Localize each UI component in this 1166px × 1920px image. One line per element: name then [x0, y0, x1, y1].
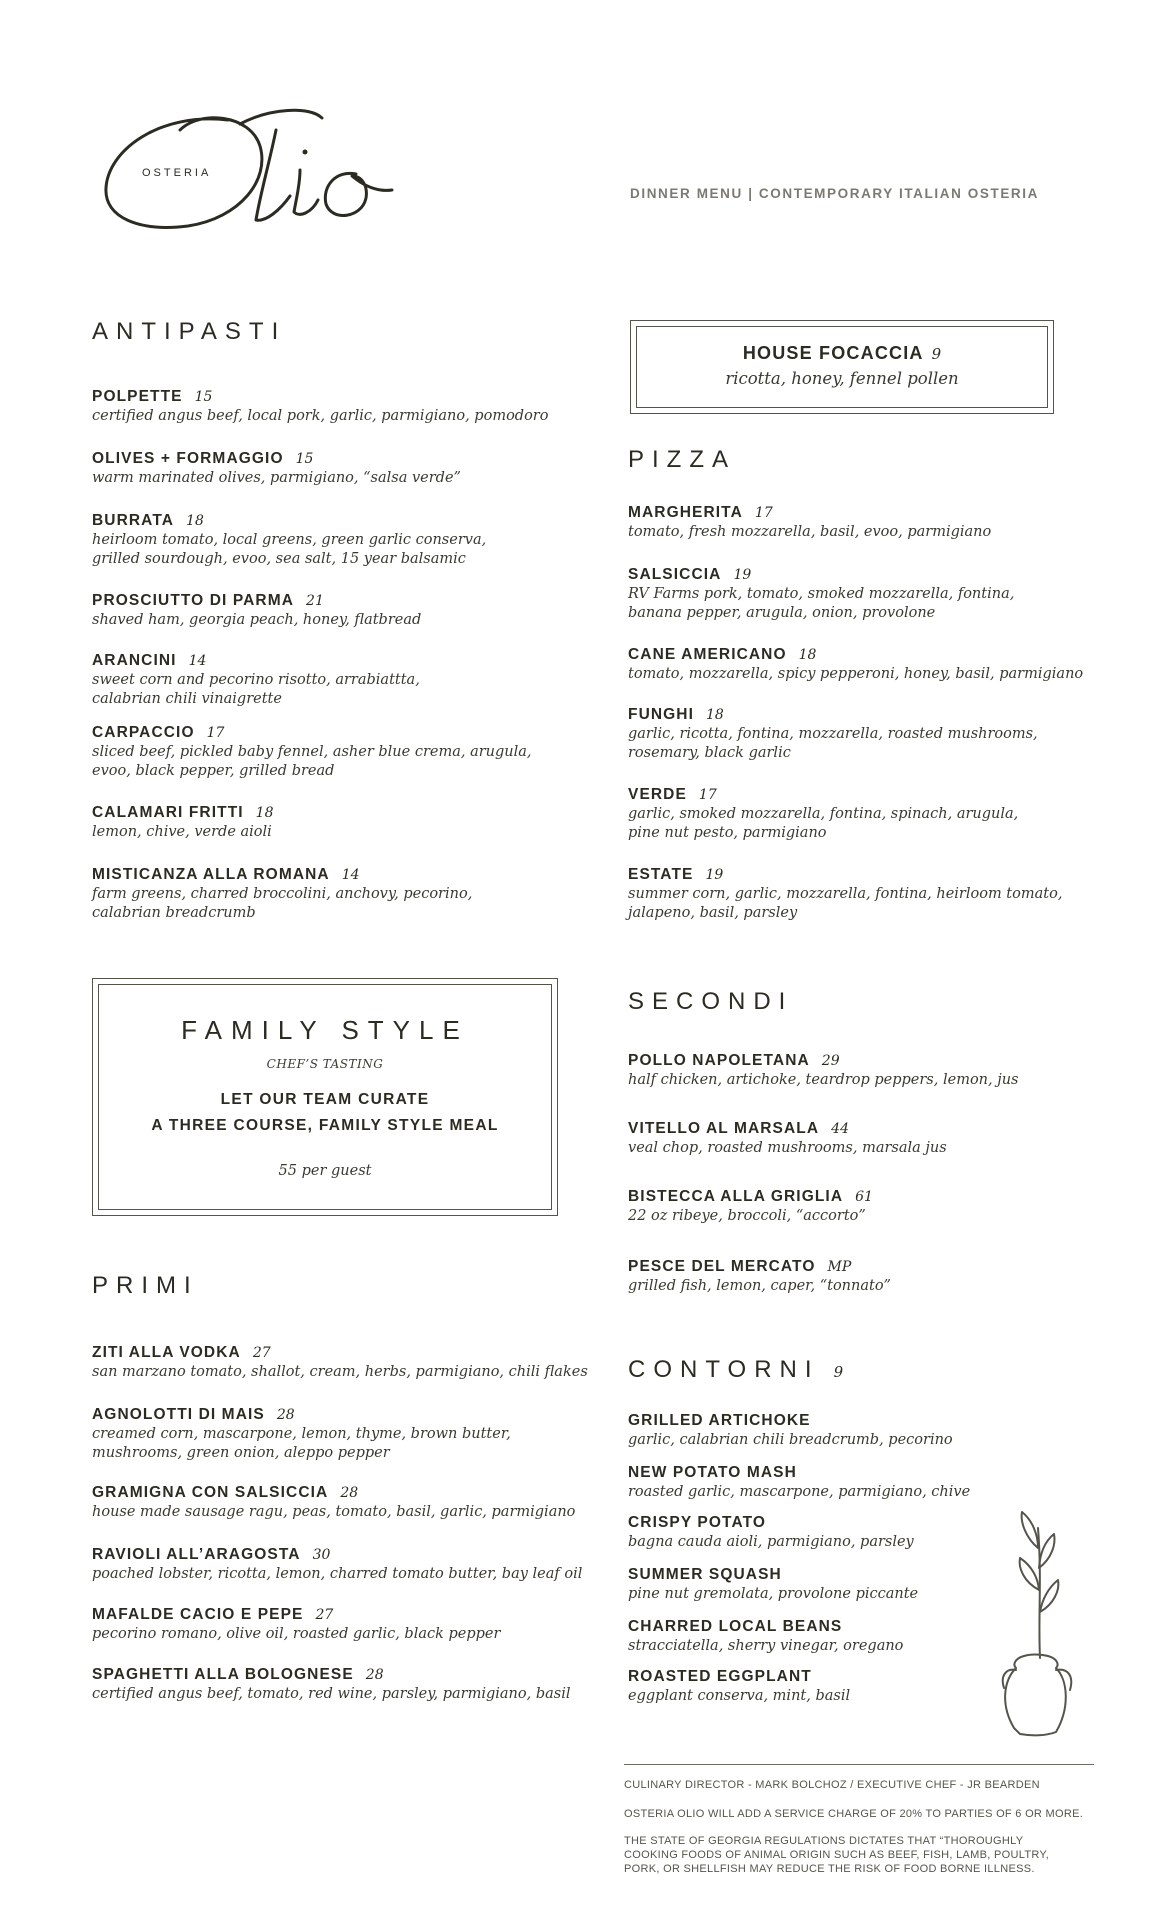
item-description: [92, 885, 472, 923]
item-name: [92, 1666, 570, 1684]
footer-credits: CULINARY DIRECTOR - MARK BOLCHOZ / EXECUTIVE CHEF - JR BEARDEN: [624, 1779, 1040, 1791]
item-price: 44: [831, 1121, 849, 1137]
pizza-item: [628, 646, 1083, 684]
item-description-line: half chicken, artichoke, teardrop peppers, lemon, jus: [628, 1072, 1019, 1088]
item-description-line: stracciatella, sherry vinegar, oregano: [628, 1638, 904, 1654]
item-name-text: CALAMARI FRITTI: [92, 804, 244, 821]
item-name-text: BISTECCA ALLA GRIGLIA: [628, 1188, 844, 1205]
primi-item: [92, 1666, 570, 1704]
item-name-text: MARGHERITA: [628, 504, 743, 521]
item-price: 30: [312, 1547, 331, 1563]
item-description: [628, 1431, 953, 1450]
contorni-item: [628, 1668, 850, 1706]
item-price: 21: [306, 593, 324, 609]
pizza-title: PIZZA: [628, 446, 737, 473]
focaccia-box: [630, 320, 1054, 414]
item-price: 17: [698, 787, 717, 803]
item-description-line: san marzano tomato, shallot, cream, herbs, parmigiano, chili flakes: [92, 1364, 588, 1380]
item-name: [628, 646, 1083, 664]
item-name-text: BURRATA: [92, 512, 175, 529]
contorni-title-text: CONTORNI: [628, 1356, 820, 1383]
item-description-line: sweet corn and pecorino risotto, arrabiattta,: [92, 672, 420, 688]
item-name-text: PROSCIUTTO DI PARMA: [92, 592, 295, 609]
item-name-text: VERDE: [628, 786, 687, 803]
item-name-text: ESTATE: [628, 866, 694, 883]
secondi-item: [628, 1258, 891, 1296]
item-name: [628, 1514, 914, 1532]
item-name: [92, 450, 461, 468]
item-description-line: summer corn, garlic, mozzarella, fontina, heirloom tomato,: [628, 886, 1063, 902]
family-style-line-1: LET OUR TEAM CURATE: [220, 1091, 430, 1108]
item-name: [92, 1344, 588, 1362]
footer-warning-line: THE STATE OF GEORGIA REGULATIONS DICTATES THAT “THOROUGHLY: [624, 1835, 1024, 1847]
item-description-line: roasted garlic, mascarpone, parmigiano, chive: [628, 1484, 971, 1500]
item-description-line: farm greens, charred broccolini, anchovy, pecorino,: [92, 886, 473, 902]
item-description-line: mushrooms, green onion, aleppo pepper: [92, 1445, 390, 1461]
contorni-item: [628, 1412, 953, 1450]
item-description: [92, 1625, 500, 1644]
item-name: [628, 1566, 918, 1584]
item-price: 14: [341, 867, 360, 883]
item-description-line: warm marinated olives, parmigiano, “salsa verde”: [92, 470, 461, 486]
item-description-line: pine nut gremolata, provolone piccante: [628, 1586, 919, 1602]
item-description: [628, 1207, 873, 1226]
item-price: 15: [295, 451, 314, 467]
item-name: [628, 1188, 873, 1206]
item-name: [92, 1606, 500, 1624]
item-description: [628, 1277, 891, 1296]
item-description: [92, 743, 532, 781]
item-description: [628, 1483, 970, 1502]
footer-divider: [624, 1764, 1094, 1765]
item-description-line: certified angus beef, local pork, garlic, parmigiano, pomodoro: [92, 408, 549, 424]
item-price: 18: [255, 805, 274, 821]
item-price: 28: [365, 1667, 384, 1683]
item-name: [92, 652, 420, 670]
item-name: [92, 866, 472, 884]
item-name: [628, 504, 991, 522]
item-description-line: jalapeno, basil, parsley: [628, 905, 798, 921]
item-description: [92, 469, 461, 488]
item-name: [628, 1618, 903, 1636]
item-name-text: GRAMIGNA CON SALSICCIA: [92, 1484, 329, 1501]
item-description-line: calabrian breadcrumb: [92, 905, 256, 921]
item-name: [628, 566, 1014, 584]
item-description-line: 22 oz ribeye, broccoli, “accorto”: [628, 1208, 866, 1224]
primi-item: [92, 1484, 575, 1522]
antipasti-item: [92, 866, 472, 923]
item-name-text: POLPETTE: [92, 388, 183, 405]
family-style-title: FAMILY STYLE: [181, 1015, 469, 1045]
item-description-line: garlic, smoked mozzarella, fontina, spinach, arugula,: [628, 806, 1019, 822]
item-description: [628, 1071, 1019, 1090]
item-description-line: poached lobster, ricotta, lemon, charred tomato butter, bay leaf oil: [92, 1566, 583, 1582]
olive-branch-vase-icon: [990, 1508, 1080, 1738]
item-description: [628, 725, 1038, 763]
item-name-text: MISTICANZA ALLA ROMANA: [92, 866, 330, 883]
item-description: [628, 1139, 947, 1158]
item-price: 61: [855, 1189, 873, 1205]
item-price: 15: [194, 389, 213, 405]
contorni-item: [628, 1618, 903, 1656]
item-description-line: rosemary, black garlic: [628, 745, 791, 761]
focaccia-price: 9: [931, 345, 942, 363]
item-name-text: CANE AMERICANO: [628, 646, 787, 663]
item-description-line: RV Farms pork, tomato, smoked mozzarella, fontina,: [628, 586, 1015, 602]
item-price: 29: [821, 1053, 840, 1069]
item-description-line: garlic, calabrian chili breadcrumb, pecorino: [628, 1432, 953, 1448]
item-name-text: FUNGHI: [628, 706, 695, 723]
item-description-line: evoo, black pepper, grilled bread: [92, 763, 335, 779]
item-price: 18: [798, 647, 817, 663]
family-style-price: 55 per guest: [278, 1163, 372, 1179]
item-price: 19: [705, 867, 724, 883]
item-price: 17: [754, 505, 773, 521]
family-style-line-2: A THREE COURSE, FAMILY STYLE MEAL: [151, 1117, 499, 1134]
item-description: [92, 1503, 575, 1522]
item-name-text: PESCE DEL MERCATO: [628, 1258, 816, 1275]
menu-tagline: DINNER MENU | CONTEMPORARY ITALIAN OSTERIA: [630, 186, 1039, 201]
item-name: [628, 1412, 953, 1430]
item-description-line: eggplant conserva, mint, basil: [628, 1688, 851, 1704]
contorni-item: [628, 1566, 918, 1604]
item-description-line: lemon, chive, verde aioli: [92, 824, 272, 840]
item-description: [628, 805, 1018, 843]
item-name-text: ZITI ALLA VODKA: [92, 1344, 241, 1361]
item-name: [92, 1406, 511, 1424]
item-description: [628, 1585, 918, 1604]
item-description-line: grilled fish, lemon, caper, “tonnato”: [628, 1278, 891, 1294]
footer-warning-line: COOKING FOODS OF ANIMAL ORIGIN SUCH AS BEEF, FISH, LAMB, POULTRY,: [624, 1849, 1049, 1861]
item-name-text: RAVIOLI ALL’ARAGOSTA: [92, 1546, 301, 1563]
item-description-line: pecorino romano, olive oil, roasted garlic, black pepper: [92, 1626, 501, 1642]
item-description-line: certified angus beef, tomato, red wine, parsley, parmigiano, basil: [92, 1686, 571, 1702]
item-description: [92, 531, 486, 569]
item-price: 17: [206, 725, 225, 741]
item-name: [92, 724, 532, 742]
primi-title: PRIMI: [92, 1272, 199, 1299]
item-description: [628, 1637, 903, 1656]
item-description-line: tomato, mozzarella, spicy pepperoni, honey, basil, parmigiano: [628, 666, 1084, 682]
item-name: [628, 1464, 970, 1482]
item-description-line: house made sausage ragu, peas, tomato, basil, garlic, parmigiano: [92, 1504, 576, 1520]
item-description: [92, 1565, 582, 1584]
primi-item: [92, 1606, 500, 1644]
item-description-line: garlic, ricotta, fontina, mozzarella, roasted mushrooms,: [628, 726, 1038, 742]
antipasti-item: [92, 804, 274, 842]
primi-item: [92, 1344, 588, 1382]
item-name-text: ARANCINI: [92, 652, 177, 669]
item-description: [92, 407, 548, 426]
item-name: [92, 512, 486, 530]
item-name-text: MAFALDE CACIO E PEPE: [92, 1606, 304, 1623]
item-name: [628, 1258, 891, 1276]
footer-warning: [624, 1834, 1094, 1876]
item-name: [92, 1546, 582, 1564]
item-name-text: OLIVES + FORMAGGIO: [92, 450, 284, 467]
item-name-text: ROASTED EGGPLANT: [628, 1668, 812, 1685]
item-name-text: SUMMER SQUASH: [628, 1566, 782, 1583]
antipasti-item: [92, 450, 461, 488]
item-price: 14: [188, 653, 207, 669]
item-name: [628, 1668, 850, 1686]
secondi-item: [628, 1120, 947, 1158]
item-name: [92, 592, 421, 610]
item-description: [628, 1533, 914, 1552]
contorni-title: [628, 1356, 843, 1384]
item-name-text: AGNOLOTTI DI MAIS: [92, 1406, 265, 1423]
item-name: [92, 388, 548, 406]
contorni-price: 9: [833, 1363, 844, 1381]
antipasti-item: [92, 652, 420, 709]
contorni-item: [628, 1464, 970, 1502]
pizza-item: [628, 786, 1018, 843]
item-price: 18: [186, 513, 204, 529]
item-description: [92, 823, 274, 842]
item-description: [628, 523, 991, 542]
antipasti-item: [92, 388, 548, 426]
item-description-line: grilled sourdough, evoo, sea salt, 15 year balsamic: [92, 551, 466, 567]
primi-item: [92, 1406, 511, 1463]
secondi-item: [628, 1188, 873, 1226]
item-description-line: pine nut pesto, parmigiano: [628, 825, 827, 841]
antipasti-title: ANTIPASTI: [92, 318, 287, 345]
item-description: [92, 611, 421, 630]
item-description: [92, 1425, 511, 1463]
pizza-item: [628, 566, 1014, 623]
osteria-olio-logo: [100, 100, 460, 240]
item-name: [92, 804, 274, 822]
item-name: [628, 1120, 947, 1138]
item-price: 18: [706, 707, 724, 723]
item-name-text: GRILLED ARTICHOKE: [628, 1412, 811, 1429]
item-name: [628, 706, 1038, 724]
item-description-line: bagna cauda aioli, parmigiano, parsley: [628, 1534, 914, 1550]
primi-item: [92, 1546, 582, 1584]
item-description-line: heirloom tomato, local greens, green garlic conserva,: [92, 532, 487, 548]
item-name: [628, 1052, 1019, 1070]
logo-small-text: OSTERIA: [142, 167, 212, 179]
secondi-item: [628, 1052, 1019, 1090]
item-name-text: CHARRED LOCAL BEANS: [628, 1618, 843, 1635]
item-name-text: POLLO NAPOLETANA: [628, 1052, 810, 1069]
family-style-subtitle: CHEF’S TASTING: [266, 1057, 384, 1071]
antipasti-item: [92, 724, 532, 781]
item-description-line: veal chop, roasted mushrooms, marsala jus: [628, 1140, 947, 1156]
contorni-item: [628, 1514, 914, 1552]
pizza-item: [628, 866, 1062, 923]
item-description: [628, 1687, 850, 1706]
item-price: 27: [315, 1607, 334, 1623]
item-name-text: SPAGHETTI ALLA BOLOGNESE: [92, 1666, 354, 1683]
item-description: [92, 1685, 570, 1704]
item-name-text: CARPACCIO: [92, 724, 195, 741]
item-name-text: CRISPY POTATO: [628, 1514, 767, 1531]
item-name: [92, 1484, 575, 1502]
pizza-item: [628, 504, 991, 542]
item-name-text: VITELLO AL MARSALA: [628, 1120, 820, 1137]
item-name: [628, 866, 1062, 884]
focaccia-name: [631, 343, 1053, 364]
item-price: 28: [276, 1407, 295, 1423]
item-name: [628, 786, 1018, 804]
item-name-text: SALSICCIA: [628, 566, 722, 583]
item-description: [92, 671, 420, 709]
item-description: [92, 1363, 588, 1382]
item-name-text: NEW POTATO MASH: [628, 1464, 797, 1481]
item-description-line: tomato, fresh mozzarella, basil, evoo, parmigiano: [628, 524, 992, 540]
item-price: 27: [252, 1345, 271, 1361]
item-description: [628, 585, 1014, 623]
family-style-box: [92, 978, 558, 1216]
footer-service-charge: OSTERIA OLIO WILL ADD A SERVICE CHARGE OF 20% TO PARTIES OF 6 OR MORE.: [624, 1808, 1084, 1820]
item-description: [628, 665, 1083, 684]
item-description-line: sliced beef, pickled baby fennel, asher blue crema, arugula,: [92, 744, 532, 760]
antipasti-item: [92, 512, 486, 569]
item-description-line: creamed corn, mascarpone, lemon, thyme, brown butter,: [92, 1426, 511, 1442]
item-description-line: calabrian chili vinaigrette: [92, 691, 282, 707]
pizza-item: [628, 706, 1038, 763]
focaccia-desc: ricotta, honey, fennel pollen: [725, 369, 959, 388]
item-description-line: shaved ham, georgia peach, honey, flatbread: [92, 612, 422, 628]
antipasti-item: [92, 592, 421, 630]
secondi-title: SECONDI: [628, 988, 794, 1015]
item-price: 28: [340, 1485, 359, 1501]
item-price: 19: [733, 567, 752, 583]
item-description: [628, 885, 1062, 923]
item-description-line: banana pepper, arugula, onion, provolone: [628, 605, 936, 621]
footer-warning-line: PORK, OR SHELLFISH MAY REDUCE THE RISK OF FOOD BORNE ILLNESS.: [624, 1863, 1035, 1875]
item-price: MP: [827, 1259, 852, 1275]
focaccia-name-text: HOUSE FOCACCIA: [742, 343, 924, 363]
